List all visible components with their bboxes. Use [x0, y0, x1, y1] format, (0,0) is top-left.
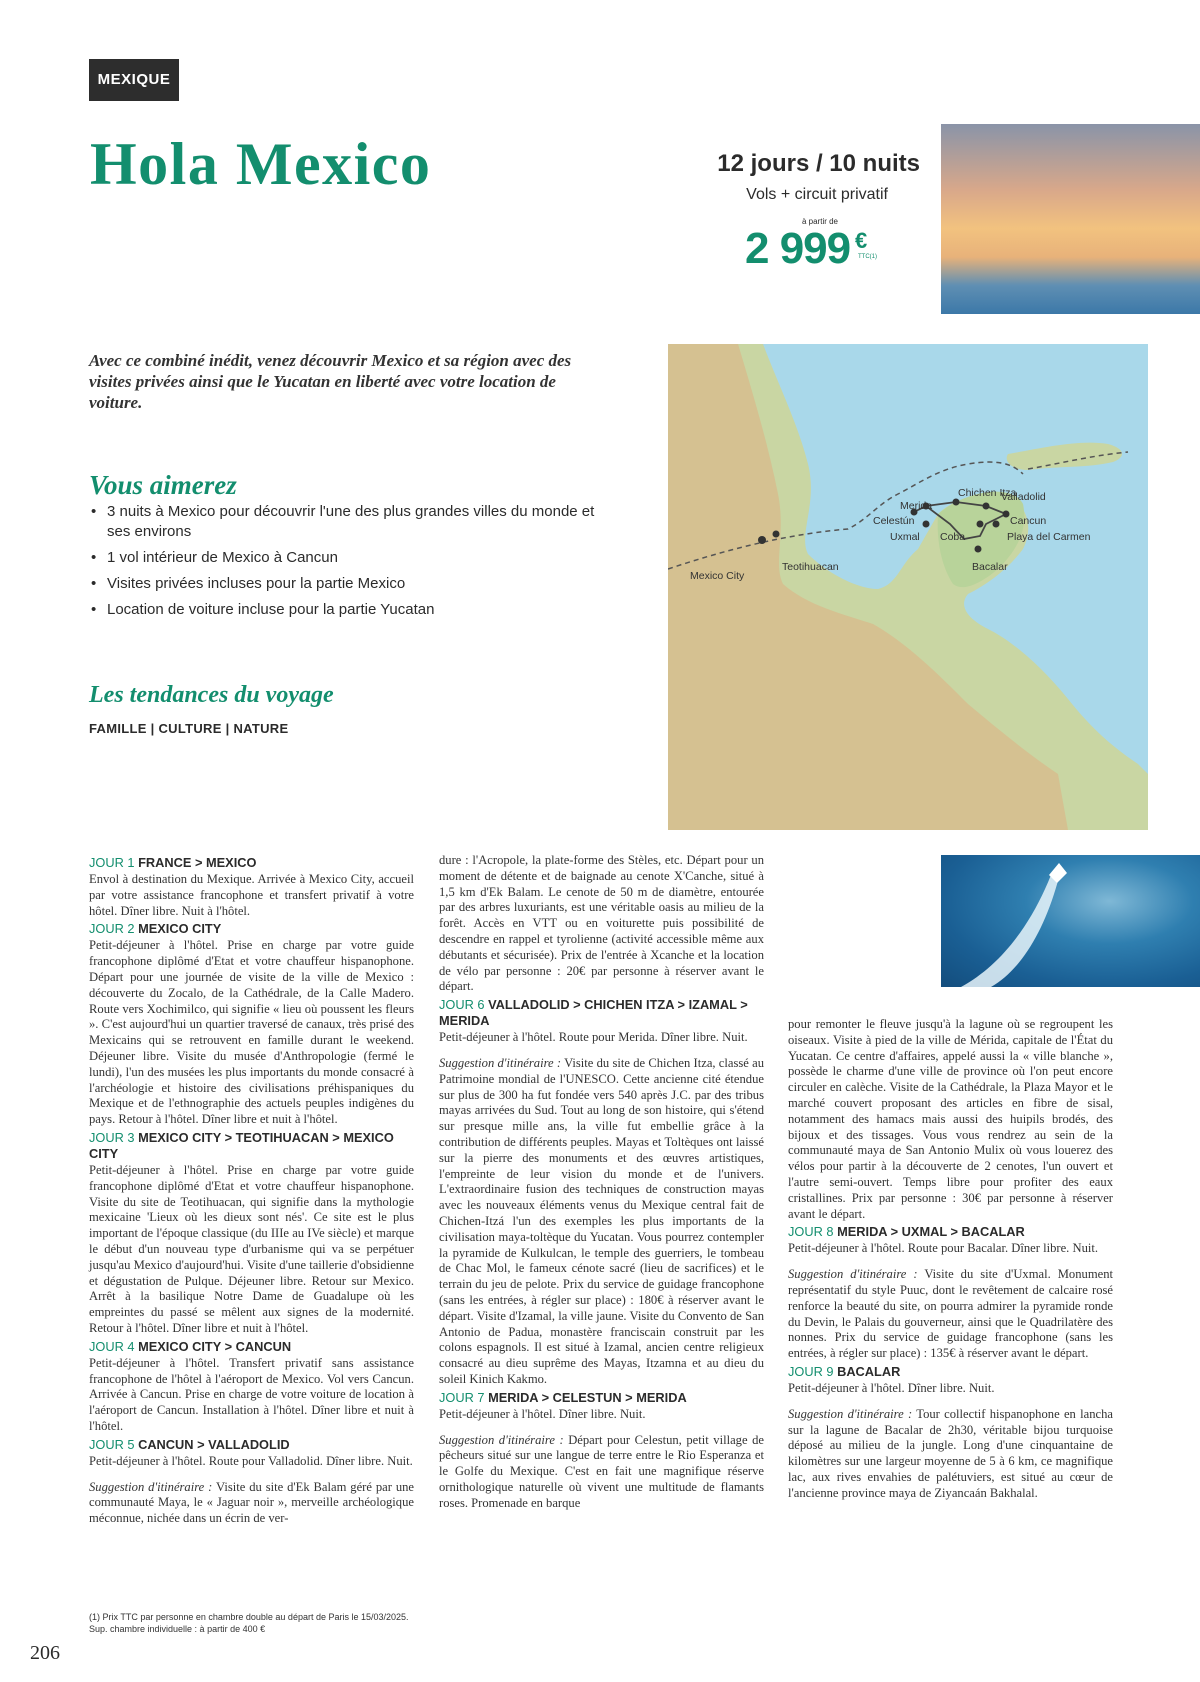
day-5-text: Petit-déjeuner à l'hôtel. Route pour Valladolid. Dîner libre. Nuit. [89, 1453, 413, 1468]
day-1-text: Envol à destination du Mexique. Arrivée à Mexico City, accueil par votre assistance francophone et transfert privatif à votre hôtel. Dîner libre. Nuit à l'hôtel. [89, 872, 414, 918]
intro-text: Avec ce combiné inédit, venez découvrir Mexico et sa région avec des visites privées ainsi que le Yucatan en liberté avec votre location de voiture. [89, 351, 572, 412]
day-8-suggestion [788, 1267, 1113, 1362]
day-5-suggestion-cont: dure : l'Acropole, la plate-forme des Stèles, etc. Départ pour un moment de détente et de baignade au cenote X'Canche, situé à 1,5 km d'Ek Balam. Le cenote de 50 m de diamètre, entourée par des arbres luxuriants, est une véritable oasis au milieu de la forêt. Accès en VTT ou en voiturette puis possibilité de descendre en rappel et tyrolienne (activité accessible même aux débutants et sécurisée). Prix de l'entrée à Xcanche et la location de vélo par personne : 20€ par personne à réserver avant le départ. [439, 853, 764, 994]
day-7-heading [439, 1390, 764, 1406]
suggestion-text: Tour collectif hispanophone en lancha sur la lagune de Bacalar de 2h30, véritable bijou turquoise déposé au milieu de la jungle. Long d'une cinquantaine de kilomètres sur une largeur moyenne de 5 à 6 km, ce magnifique lac, aux rives envahies de palétuviers, est situé au cœur de l'ancienne province maya de Ziyancaán Bakhalal. [788, 1406, 1114, 1500]
itinerary-column-2 [439, 853, 764, 1511]
day-5-suggestion [89, 1480, 414, 1527]
map-dot-uxmal [923, 521, 930, 528]
map-label-celestun: Celestún [873, 515, 915, 527]
suggestion-label: Suggestion d'itinéraire : [439, 1055, 562, 1070]
tendances-heading: Les tendances du voyage [89, 682, 334, 708]
day-3-text: Petit-déjeuner à l'hôtel. Prise en charge par votre guide francophone diplômé d'Etat et votre chauffeur hispanophone. Visite du site de Teotihuacan, qui signifie dans la mythologie mexicaine 'Lieux où les dieux sont nés'. Ce site est le plus important de l'époque classique (du IIIe au IVe siècle) et marque le début d'un nouveau type d'urbanisme qui va se perpétuer jusqu'au Mexico d'aujourd'hui. Visite d'une taillerie d'obsidienne et dégustation de Pulque. Déjeuner libre. Retour sur Mexico. Arrêt à la basilique Notre Dame de Guadalupe où les empreintes du passé se mêlent aux signes de la modernité. Retour à l'hôtel. Dîner libre et nuit à l'hôtel. [89, 1162, 414, 1335]
day-5-heading [89, 1437, 414, 1453]
map-label-coba: Coba [940, 531, 966, 543]
day-title: FRANCE > MEXICO [138, 855, 257, 870]
day-9-text: Petit-déjeuner à l'hôtel. Dîner libre. Nuit. [788, 1380, 995, 1395]
day-6-text: Petit-déjeuner à l'hôtel. Route pour Merida. Dîner libre. Nuit. [439, 1030, 748, 1045]
suggestion-text: Départ pour Celestun, petit village de pêcheurs situé sur une langue de terre entre le Rio Esperanza et le Golfe du Mexique. C'est en fait une magnifique réserve ornithologique naturelle où vivent une multitude de flamants roses. Promenade en barque [439, 1432, 764, 1510]
map-label-cancun: Cancun [1010, 515, 1047, 527]
day-2-text: Petit-déjeuner à l'hôtel. Prise en charge par votre guide francophone diplômé d'Etat et votre chauffeur hispanophone. Départ pour une journée de visite de la ville de Mexico : découverte du Zocalo, de la Cathédrale, de la Calle Madero. Route vers Xochimilco, qui signifie « lieu où poussent les fleurs ». C'est aujourd'hui un quartier traversé de canaux, très prisé des Mexicains qui se retrouvent en famille durant le weekend. Déjeuner libre. Visite du musée d'Anthropologie (fermé le lundi), l'un des musées les plus importants du monde consacré à l'archéologie et histoire des civilisations préhispaniques du Mexique et de l'ethnographie des actuels peuples indigènes du pays. Retour à l'hôtel. Dîner libre et nuit à l'hôtel. [89, 938, 414, 1127]
map-label-playa: Playa del Carmen [1007, 531, 1091, 543]
day-number: JOUR 9 [788, 1363, 834, 1379]
highlight-item: • Visites privées incluses pour la partie Mexico [89, 574, 609, 594]
day-title: MEXICO CITY [138, 921, 222, 937]
day-3-heading [89, 1130, 414, 1162]
map-label-merida: Merida [900, 500, 933, 512]
itinerary-column-3 [788, 1017, 1113, 1502]
footnote-line-2: Sup. chambre individuelle : à partir de 400 € [89, 1624, 266, 1634]
map-dot-chichen-itza [953, 499, 960, 506]
highlights-list [89, 502, 609, 626]
day-number: JOUR 6 [439, 997, 485, 1013]
suggestion-label: Suggestion d'itinéraire : [439, 1432, 564, 1447]
route-map-svg [668, 344, 1148, 830]
map-dot-bacalar [975, 546, 982, 553]
day-7-suggestion-cont: pour remonter le fleuve jusqu'à la lagune où se regroupent les oiseaux. Visite à pied de la ville de Mérida, capitale de l'État du Yucatan. Ce centre d'affaires, appelé aussi la « ville blanche », possède le charme d'une ville de province où l'on peut encore circuler en calèche. Visite de la Cathédrale, la Plaza Mayor et le marché couvert proposant des articles en fibre de sisal, notamment des hamacs mais aussi des huipils brodés, des bijoux et des tissages. Vous vous rendrez au sein de la communauté maya de San Antonio Mulix où vous louerez des vélos pour partir à la découverte de 2 cenotes, l'un ouvert et l'autre semi-ouvert. Temps libre pour profiter des eaux cristallines. Prix par personne : 30€ par personne à réserver avant le départ. [788, 1017, 1113, 1221]
day-number: JOUR 2 [89, 921, 135, 937]
suggestion-text: Visite du site d'Uxmal. Monument représentatif du style Puuc, dont le revêtement de calcaire rosé renforce la beauté du site, on pourra admirer la pyramide ronde du Devin, le Palais du gouverneur, ainsi que le Quadrilatère des nonnes. Prix du service de guidage francophone (sans les entrées, à régler sur place) : 135€ à réserver avant le départ. [788, 1267, 1114, 1361]
map-label-uxmal: Uxmal [890, 531, 920, 543]
itinerary-column-1 [89, 853, 414, 1527]
footnote-line-1: (1) Prix TTC par personne en chambre double au départ de Paris le 15/03/2025. [89, 1612, 409, 1622]
highlight-item: • 3 nuits à Mexico pour découvrir l'une des plus grandes villes du monde et ses environs [89, 502, 609, 542]
suggestion-text: Visite du site d'Ek Balam géré par une communauté Maya, le « Jaguar noir », merveille archéologique méconnue, nichée dans un écrin de ver- [89, 1479, 415, 1526]
boat-photo [941, 855, 1200, 987]
day-6-heading [439, 997, 764, 1029]
day-number: JOUR 8 [788, 1224, 834, 1240]
travel-themes: FAMILLE | CULTURE | NATURE [89, 721, 289, 736]
suggestion-label: Suggestion d'itinéraire : [788, 1267, 918, 1282]
day-9-heading [788, 1364, 1113, 1380]
trip-formula: Vols + circuit privatif [746, 186, 888, 203]
country-tag: MEXIQUE [89, 59, 179, 101]
suggestion-label: Suggestion d'itinéraire : [89, 1479, 213, 1494]
day-4-text: Petit-déjeuner à l'hôtel. Transfert privatif sans assistance francophone de l'hôtel à l'aéroport de Mexico. Vol vers Cancun. Arrivée à Cancun. Prise en charge de votre voiture de location à l'aéroport de Cancun. Installation à l'hôtel. Dîner libre et nuit à l'hôtel. [89, 1355, 414, 1433]
footnote [89, 1611, 409, 1635]
price-currency: € [855, 228, 868, 253]
map-label-bacalar: Bacalar [972, 561, 1008, 573]
map-label-valladolid: Valladolid [1001, 491, 1046, 503]
day-4-heading [89, 1339, 414, 1355]
map-dot-coba [977, 521, 984, 528]
map-dot-teotihuacan [773, 531, 780, 538]
day-number: JOUR 5 [89, 1436, 135, 1452]
day-title: MERIDA > CELESTUN > MERIDA [488, 1389, 687, 1405]
day-1-heading [89, 855, 414, 871]
price-ttc: TTC(1) [858, 254, 877, 260]
highlight-item: • 1 vol intérieur de Mexico à Cancun [89, 548, 609, 568]
sunset-photo [941, 124, 1200, 314]
day-2-heading [89, 921, 414, 937]
day-title: MEXICO CITY > TEOTIHUACAN > MEXICO CITY [89, 1129, 394, 1161]
map-label-mexico-city: Mexico City [690, 570, 745, 582]
day-title: VALLADOLID > CHICHEN ITZA > IZAMAL > MERIDA [439, 997, 748, 1029]
day-number: JOUR 4 [89, 1338, 135, 1354]
day-title: MERIDA > UXMAL > BACALAR [837, 1224, 1025, 1240]
day-title: CANCUN > VALLADOLID [138, 1436, 290, 1452]
boat-wake [961, 875, 1059, 987]
highlight-item: • Location de voiture incluse pour la partie Yucatan [89, 600, 609, 620]
suggestion-text: Visite du site de Chichen Itza, classé au Patrimoine mondial de l'UNESCO. Cette ancienne cité étendue sur plus de 300 ha fut fondée vers 540 après J.C. par des tribus mayas arrivées du Sud. Tout au long de son histoire, qui s'étend sur presque mille ans, la ville fut embellie grâce à la contribution de différents peuples. Mayas et Toltèques ont laissé sur la pierre des monuments et des œuvres artistiques, l'empreinte de leur vision du monde et de l'univers. L'extraordinaire fusion des techniques de construction mayas avec les nouveaux éléments venus du Mexique central fait de Chichen-Itzá l'un des exemples les plus importants de la civilisation maya-toltèque du Yucatan. Vous pourrez contempler la pyramide de Kulkulcan, le temple des guerriers, le tombeau de Chac Mol, le fameux cénote sacré (lieu de sacrifices) et le terrain du jeu de pelote. Prix du service de guidage francophone (sans les entrées, à régler sur place) : 180€ à réserver avant le départ. Visite d'Izamal, la ville jaune. Visite du Convento de San Antonio de Padua, monastère franciscain construit par les colons espagnols. Il est situé à Izamal, ancien centre religieux consacré au dieu suprême des Mayas, Itzamna et au dieu du soleil Kinich Kakmo. [439, 1055, 764, 1386]
day-7-text: Petit-déjeuner à l'hôtel. Dîner libre. Nuit. [439, 1406, 646, 1421]
route-map [668, 344, 1148, 830]
day-8-text: Petit-déjeuner à l'hôtel. Route pour Bacalar. Dîner libre. Nuit. [788, 1241, 1099, 1256]
price-value: 2 999 [745, 224, 851, 273]
page-title: Hola Mexico [90, 131, 432, 197]
map-dot-playa [993, 521, 1000, 528]
price-from-label: à partir de [801, 217, 839, 226]
page-number: 206 [30, 1642, 60, 1664]
day-6-suggestion [439, 1056, 764, 1388]
day-title: MEXICO CITY > CANCUN [138, 1338, 292, 1354]
suggestion-label: Suggestion d'itinéraire : [788, 1406, 913, 1421]
trip-duration: 12 jours / 10 nuits [717, 150, 920, 177]
map-dot-mexico-city [758, 536, 766, 544]
map-dot-valladolid [983, 503, 990, 510]
vous-aimerez-heading: Vous aimerez [89, 470, 237, 500]
day-number: JOUR 1 [89, 855, 135, 870]
day-9-suggestion [788, 1407, 1113, 1502]
day-number: JOUR 3 [89, 1129, 135, 1145]
boat-wake-svg [941, 855, 1200, 987]
day-number: JOUR 7 [439, 1389, 485, 1405]
day-title: BACALAR [837, 1363, 901, 1379]
map-label-chichen-itza: Chichen Itza [958, 487, 1017, 499]
day-8-heading [788, 1224, 1113, 1240]
map-label-teotihuacan: Teotihuacan [782, 561, 839, 573]
day-7-suggestion [439, 1433, 764, 1512]
map-dot-cancun [1003, 511, 1010, 518]
